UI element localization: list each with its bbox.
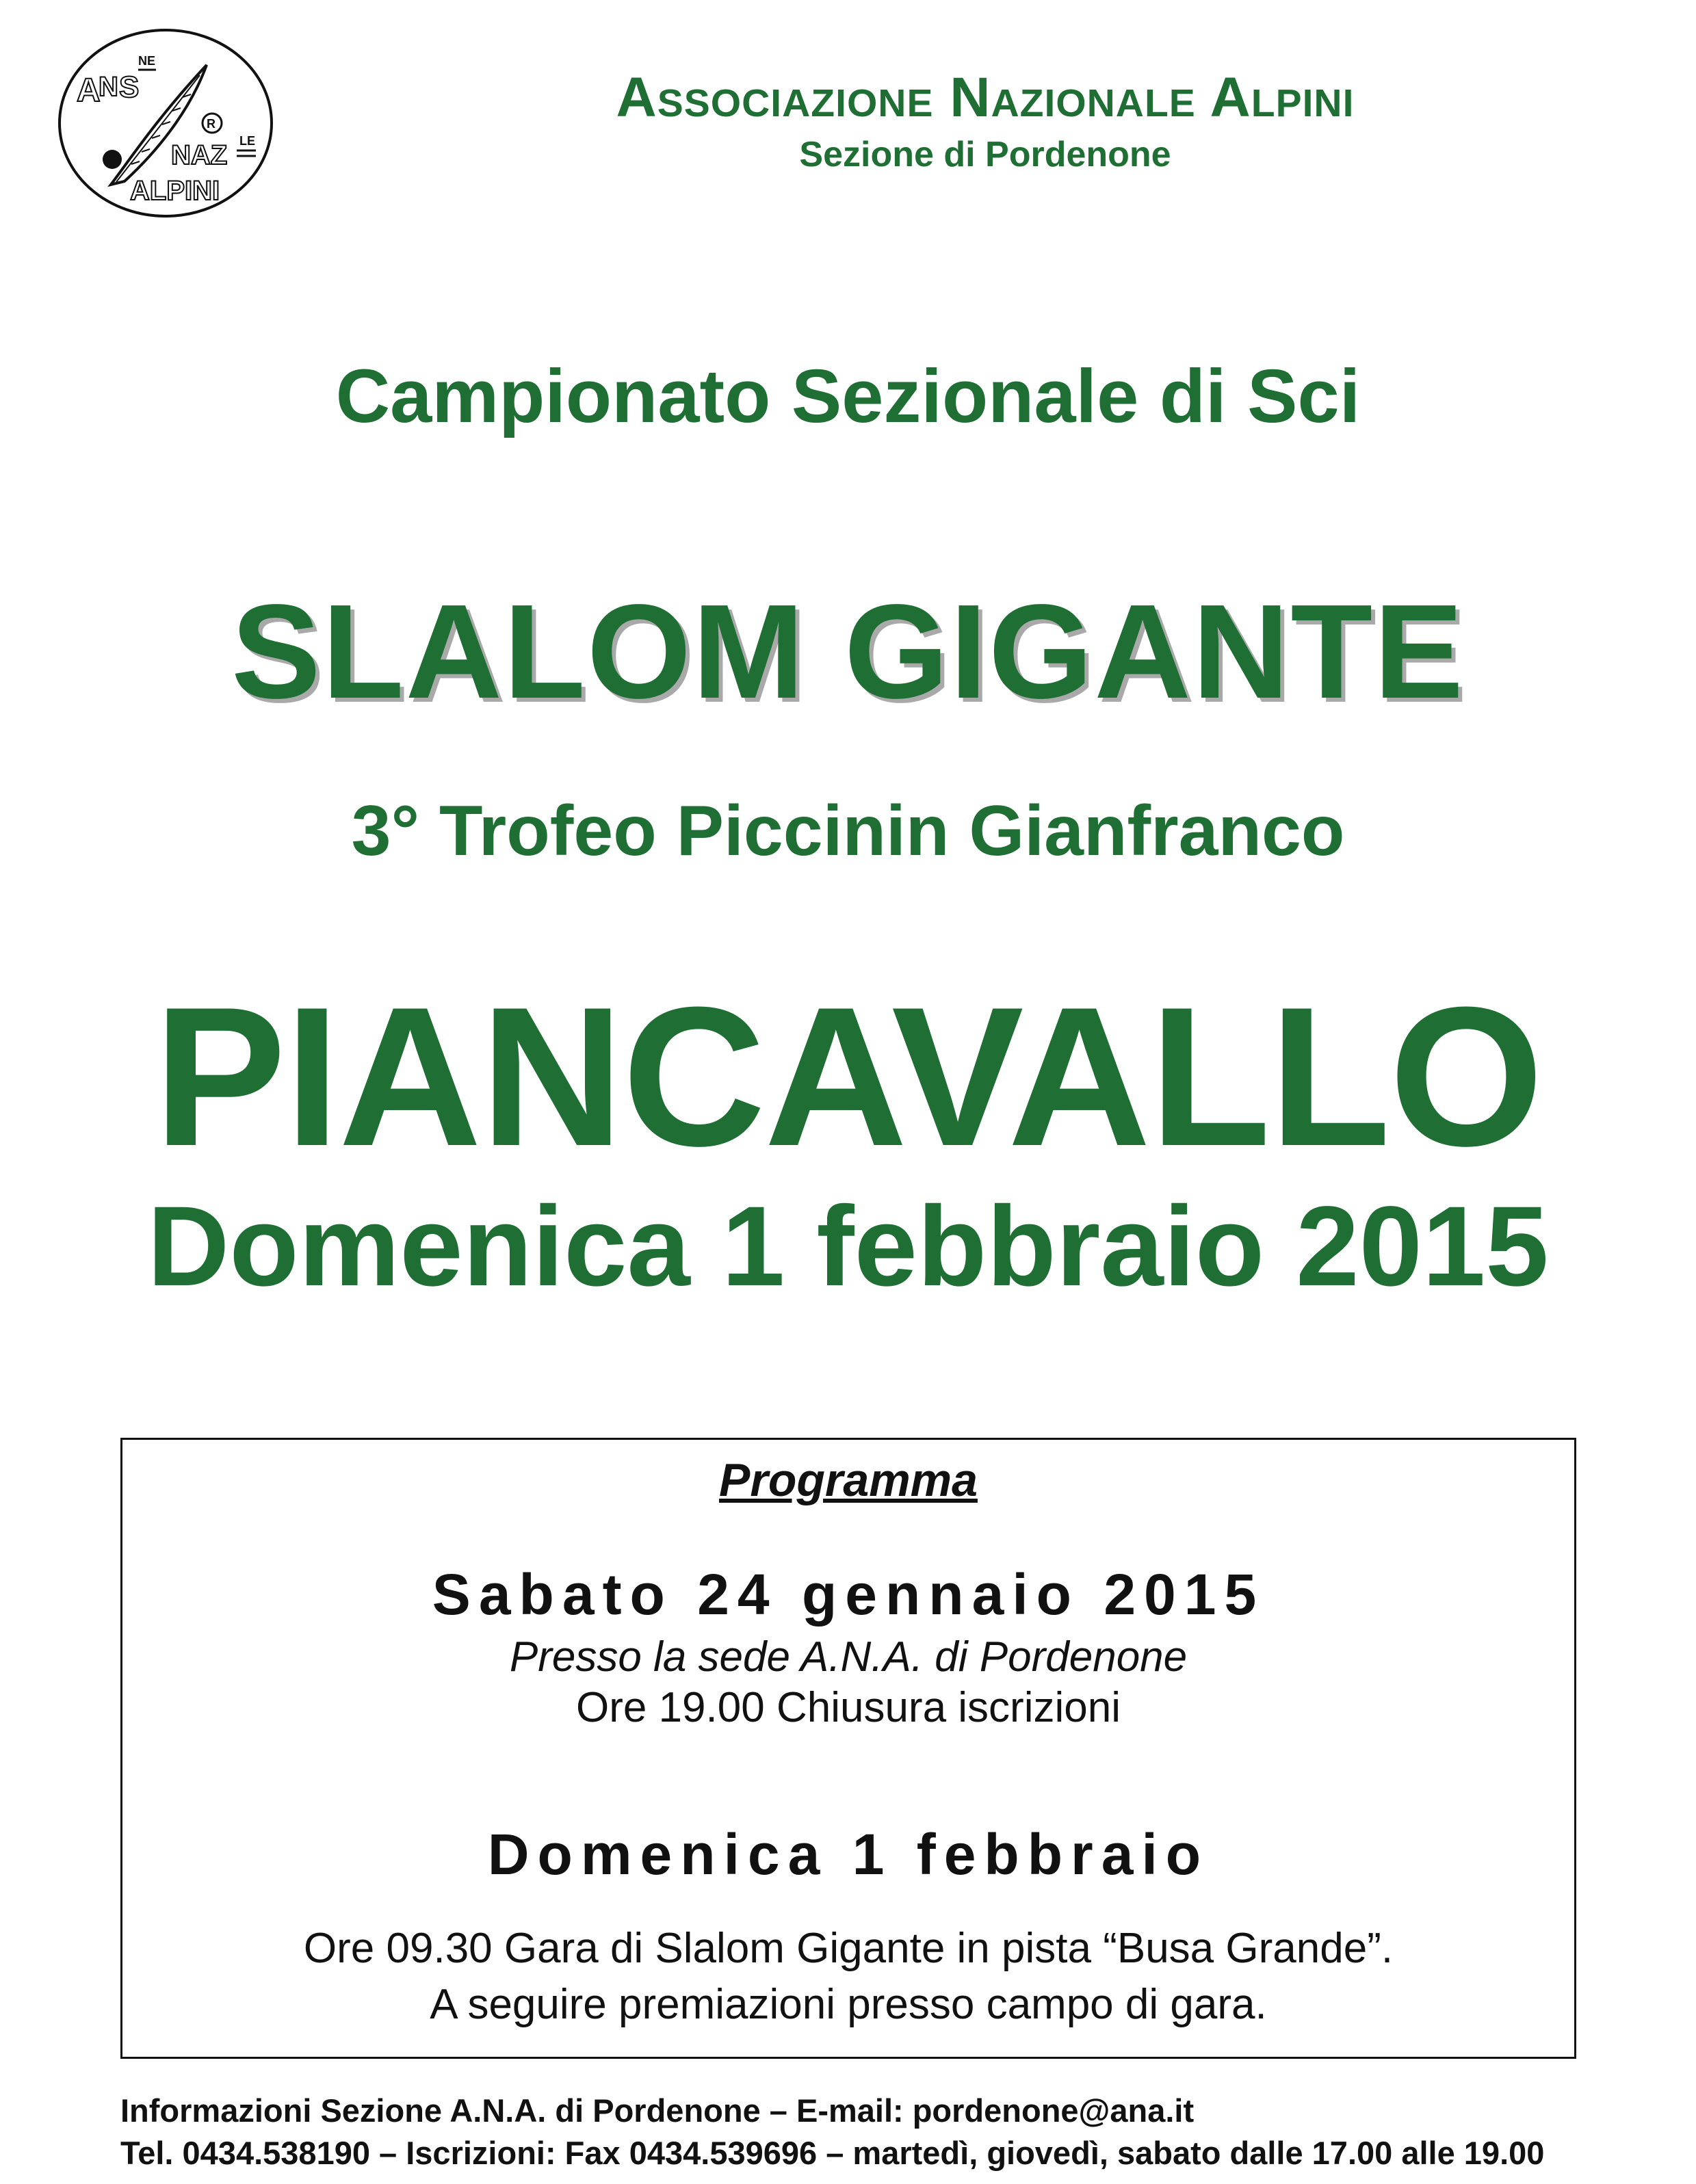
championship-title: Campionato Sezionale di Sci	[335, 354, 1361, 438]
ana-logo	[56, 27, 282, 219]
association-name: Associazione Nazionale Alpini	[616, 66, 1355, 129]
svg-text:S: S	[119, 70, 140, 104]
trophy-title: 3° Trofeo Piccinin Gianfranco	[351, 791, 1345, 871]
svg-text:A: A	[77, 73, 101, 109]
discipline-title: SLALOM GIGANTE	[231, 577, 1465, 726]
program-day-line: Presso la sede A.N.A. di Pordenone	[509, 1633, 1188, 1681]
program-day-title: Domenica 1 febbraio	[487, 1822, 1210, 1886]
svg-text:R: R	[207, 117, 216, 131]
svg-text:LE: LE	[239, 134, 256, 148]
program-box	[120, 1438, 1576, 2059]
ana-logo-icon	[56, 27, 282, 219]
footer-info-line: Informazioni Sezione A.N.A. di Pordenone – E-mail: pordenone@ana.it	[120, 2092, 1195, 2129]
program-title: Programma	[719, 1454, 978, 1506]
program-day-title: Sabato 24 gennaio 2015	[432, 1562, 1265, 1627]
program-day-line: Ore 19.00 Chiusura iscrizioni	[575, 1684, 1121, 1731]
footer-contact-line: Tel. 0434.538190 – Iscrizioni: Fax 0434.539696 – martedì, giovedì, sabato dalle 17.00 alle 19.00	[120, 2135, 1545, 2171]
svg-text:ALPINI: ALPINI	[130, 176, 220, 206]
association-section: Sezione di Pordenone	[799, 135, 1171, 174]
svg-text:NE: NE	[138, 54, 156, 68]
program-day-line: A seguire premiazioni presso campo di gara.	[430, 1981, 1267, 2028]
event-place: PIANCAVALLO	[153, 966, 1543, 1187]
program-day-line: Ore 09.30 Gara di Slalom Gigante in pista “Busa Grande”.	[303, 1925, 1394, 1972]
svg-text:NAZ: NAZ	[171, 140, 228, 170]
svg-text:N: N	[99, 72, 118, 102]
event-date: Domenica 1 febbraio 2015	[147, 1183, 1549, 1310]
